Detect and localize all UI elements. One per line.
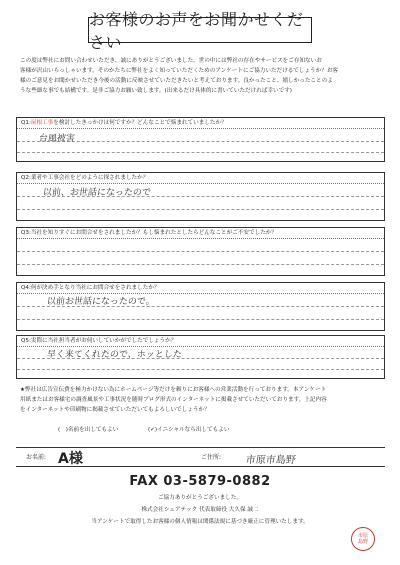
name-label: お名前: xyxy=(26,454,47,461)
question-q2-box xyxy=(16,172,385,221)
address-label: ご住所: xyxy=(201,454,222,461)
question-q4-heading: Q4:何が決め手となり当社にお問合せをされましたか？ xyxy=(17,283,384,294)
company-text: 株式会社シェアテック 代表取締役 大久保 誠二 xyxy=(141,507,259,513)
intro-line: うな些細な事でも結構です。是非ご協力お願い致します。(出来るだけ具体的に書いていただければ幸いです) xyxy=(20,88,292,94)
answer-q4: 以前お世話になったので。 xyxy=(46,297,156,307)
answer-q5: 早く来てくれたので、ホッとした xyxy=(46,350,183,360)
question-q3-box xyxy=(16,227,385,276)
question-q1-box xyxy=(16,117,385,162)
name-value: A様 xyxy=(58,451,83,467)
publication-note xyxy=(20,385,382,415)
address-value: 市原市島野 xyxy=(245,455,297,466)
note-line: 用紙またはお客様宅の調査風景や工事状況を随時ブログ形式のインターネットに掲載させていただいております。上記内容 xyxy=(20,397,327,403)
question-q5-heading: Q5:実際に当社担当者がお伺いしていかがでしたでしょうか？ xyxy=(17,336,384,347)
fax-number: FAX 03-5879-0882 xyxy=(129,474,271,489)
initial-ok-option[interactable]: (✓)イニシャルなら出してもよい xyxy=(148,427,230,433)
question-q5-box xyxy=(16,335,385,379)
answer-q2: 以前、お世話になったので xyxy=(42,188,152,198)
intro-line: 客様が沢山いらっしゃいます。そのかたちに弊社をよく知っていただくためのアンケートにご協力いただけるでしょうか？お客 xyxy=(20,68,339,74)
question-q4-box xyxy=(16,282,385,331)
seal-stamp: 市原 島野 xyxy=(351,527,375,551)
question-q2-heading: Q2:業者や工事会社をどのように探されましたか？ xyxy=(17,173,384,184)
intro-line: この度は弊社にお問い合わせいただき、誠にありがとうございました。世の中には弊社の存在やサービスをご存知ないお xyxy=(20,58,322,64)
intro-text xyxy=(20,56,382,96)
privacy-text: 当アンケートで取得したお客様の個人情報は関係法規に基づき厳正に管理いたします。 xyxy=(91,519,309,525)
name-ok-option[interactable]: ( )名前を出してもよい xyxy=(58,427,119,433)
customer-info-row xyxy=(16,447,385,467)
page-title: お客様のお声をお聞かせください xyxy=(88,17,312,43)
note-line: ★弊社は広告宣伝費を極力かけない為にホームページ等だけを頼りにお客様への営業活動を行っております。本アンケート xyxy=(20,387,327,393)
question-q1-heading: Q1:屋根工事を検討したきっかけは何ですか？どんなことで悩まれていましたか？ xyxy=(17,118,384,129)
thanks-text: ご協力ありがとうございました。 xyxy=(158,495,242,501)
answer-q1: 台風被害 xyxy=(38,134,76,144)
note-line: をインターネットや印刷物に掲載させていただいてもよろしいでしょうか？ xyxy=(20,407,210,413)
question-q3-heading: Q3:当社を知りすぐにお問合せをされましたか？もし悩まれたとしたらどんなことがご不安でしたか？ xyxy=(17,228,384,239)
intro-line: 様のご意見をお聞かせいただき今後の活動に反映させていただきたいと考えております。良かったこと、嬉しかったことのよ xyxy=(20,78,333,84)
